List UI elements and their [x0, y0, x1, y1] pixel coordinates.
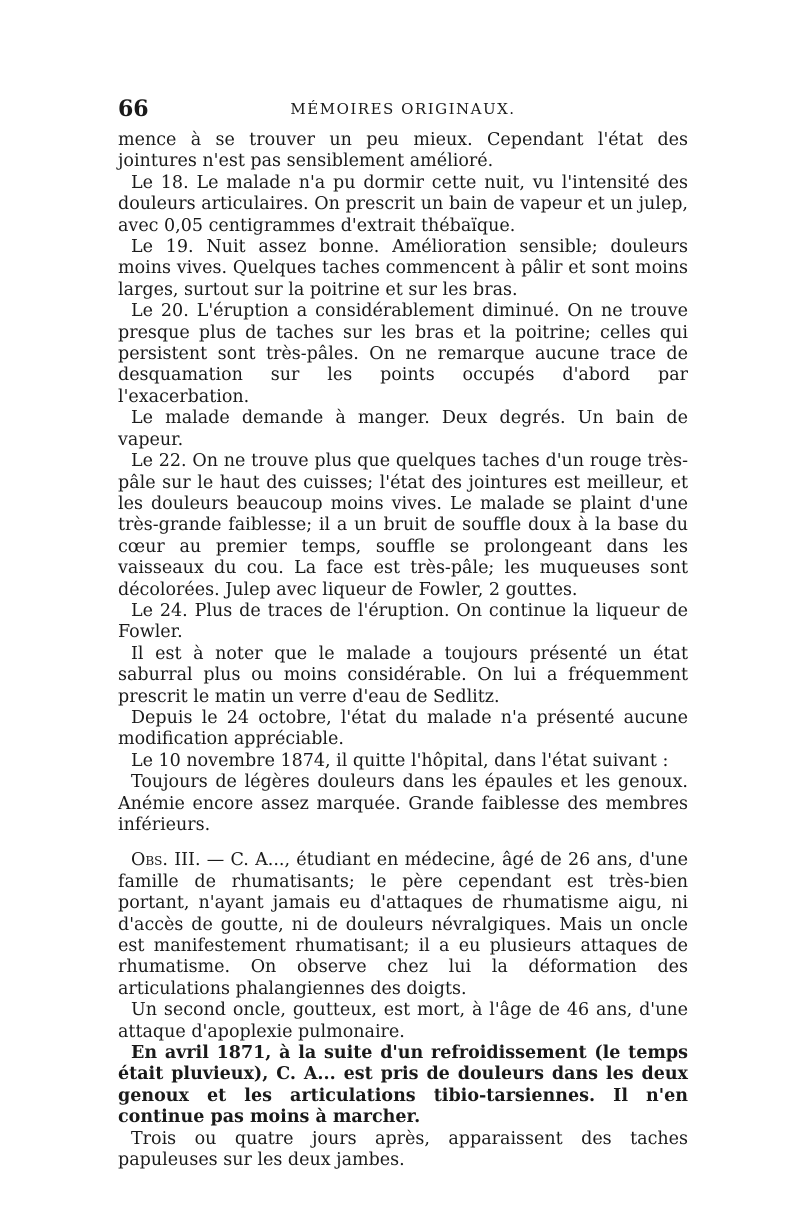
- observation-text: — C. A..., étudiant en médecine, âgé de 26 ans, d'une famille de rhumatisants; le père cependant est très-bien portant, n'ayant jamais eu d'attaques de rhumatisme aigu, ni d'accès de goutte, ni de douleurs névralgiques. Mais un oncle est manifestement rhumatisant; il a eu plusieurs attaques de rhumatisme. On observe chez lui la déformation des articulations phalangiennes des doigts.: [118, 850, 688, 999]
- paragraph: Le 20. L'éruption a considérablement diminué. On ne trouve presque plus de taches sur les bras et la poitrine; celles qui persistent sont très-pâles. On ne remarque aucune trace de desquamation sur les points occupés d'abord par l'exacerbation.: [118, 301, 688, 407]
- paragraph: En avril 1871, à la suite d'un refroidissement (le temps était pluvieux), C. A... est pris de douleurs dans les deux genoux et les articulations tibio-tarsiennes. Il n'en continue pas moins à marcher.: [118, 1043, 688, 1128]
- paragraph: Depuis le 24 octobre, l'état du malade n'a présenté aucune modification appréciable.: [118, 707, 688, 750]
- paragraph: Trois ou quatre jours après, apparaissent des taches papuleuses sur les deux jambes.: [118, 1128, 688, 1171]
- observation-paragraph: [118, 850, 688, 1000]
- paragraph: Le malade demande à manger. Deux degrés. Un bain de vapeur.: [118, 408, 688, 450]
- page-header: [118, 96, 688, 124]
- running-title: MÉMOIRES ORIGINAUX.: [290, 100, 516, 118]
- paragraph: Il est à noter que le malade a toujours présenté un état saburral plus ou moins considérable. On lui a fréquemment prescrit le matin un verre d'eau de Sedlitz.: [118, 643, 688, 707]
- paragraph: Toujours de légères douleurs dans les épaules et les genoux. Anémie encore assez marquée. Grande faiblesse des membres inférieurs.: [118, 772, 688, 835]
- paragraph: Le 24. Plus de traces de l'éruption. On continue la liqueur de Fowler.: [118, 600, 688, 643]
- paragraph: mence à se trouver un peu mieux. Cependant l'état des jointures n'est pas sensiblement amélioré.: [118, 130, 688, 172]
- page-number: 66: [118, 96, 149, 122]
- body-text: [118, 130, 688, 1172]
- paragraph: Un second oncle, goutteux, est mort, à l'âge de 46 ans, d'une attaque d'apoplexie pulmonaire.: [118, 1000, 688, 1042]
- paragraph: Le 22. On ne trouve plus que quelques taches d'un rouge très-pâle sur le haut des cuisses; l'état des jointures est meilleur, et les douleurs beaucoup moins vives. Le malade se plaint d'une très-grande faiblesse; il a un bruit de souffle doux à la base du cœur au premier temps, souffle se prolongeant dans les vaisseaux du cou. La face est très-pâle; les muqueuses sont décolorées. Julep avec liqueur de Fowler, 2 gouttes.: [118, 451, 688, 600]
- paragraph: Le 10 novembre 1874, il quitte l'hôpital, dans l'état suivant :: [131, 750, 669, 771]
- observation-label: Obs. III.: [131, 850, 201, 871]
- paragraph: Le 18. Le malade n'a pu dormir cette nuit, vu l'intensité des douleurs articulaires. On prescrit un bain de vapeur et un julep, avec 0,05 centigrammes d'extrait thébaïque.: [118, 172, 688, 236]
- paragraph: Le 19. Nuit assez bonne. Amélioration sensible; douleurs moins vives. Quelques taches commencent à pâlir et sont moins larges, surtout sur la poitrine et sur les bras.: [118, 237, 688, 300]
